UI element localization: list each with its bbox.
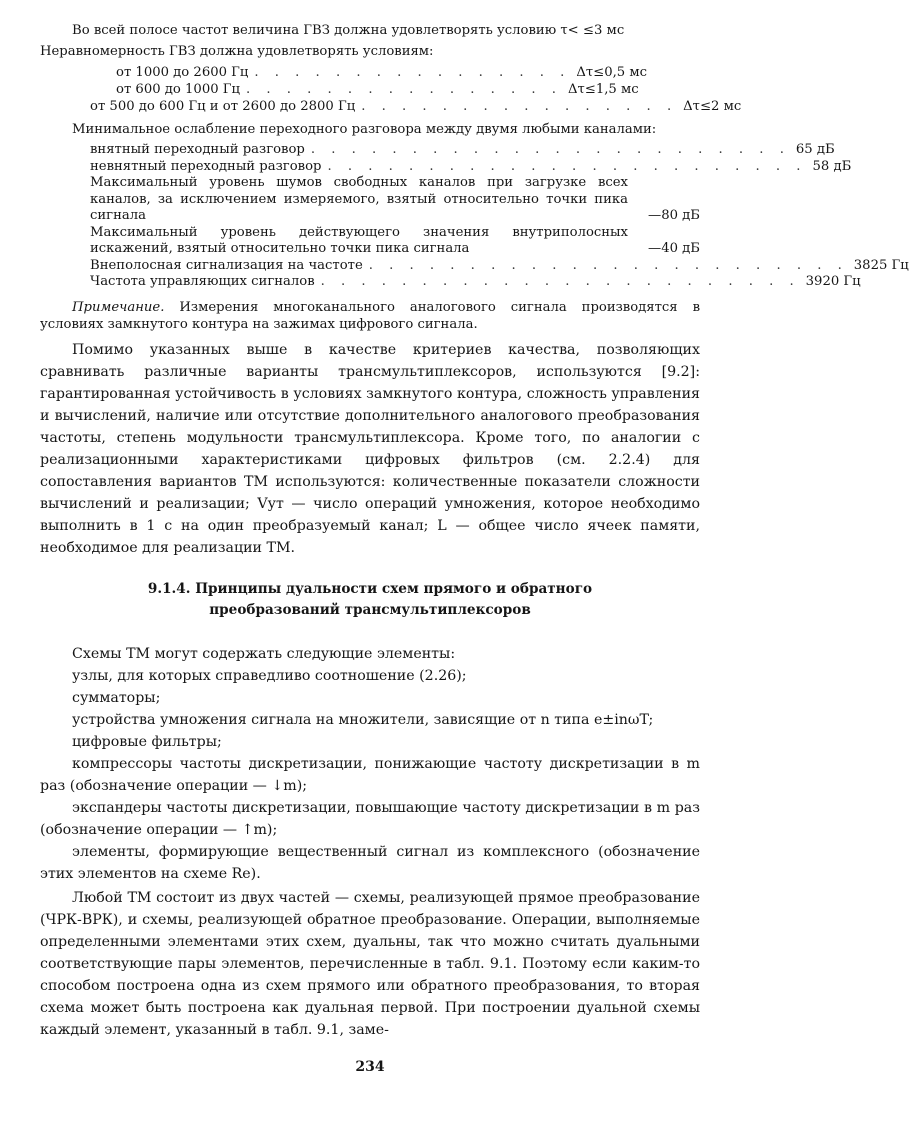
page <box>40 22 909 1075</box>
gvz-row: от 1000 до 2600 Гц . . . . . . . . . . . . . . . . Δτ≤0,5 мс <box>116 65 648 80</box>
list-item: узлы, для которых справедливо соотношение (2.26); <box>72 667 467 684</box>
gvz-row: от 600 до 1000 Гц . . . . . . . . . . . . . . . . Δτ≤1,5 мс <box>116 82 639 97</box>
gvz-row: от 500 до 600 Гц и от 2600 до 2800 Гц . . . . . . . . . . . . . . . . Δτ≤2 мс <box>90 99 742 114</box>
crosstalk-row: Внеполосная сигнализация на частоте . . . . . . . . . . . . . . . . . . . . . . . . 3825 Гц <box>90 257 909 273</box>
body-paragraph-criteria: Помимо указанных выше в качестве критериев качества, позволяющих сравнивать различные варианты трансмультиплексоров, используются [9.2]: гарантированная устойчивость в условиях замкнутого контура, сложность управления и вычислений, наличие или отсутствие дополнительного аналогового преобразования частоты, степень модульности трансмультиплексора. Кроме того, по аналогии с реализационными характеристиками цифровых фильтров (см. 2.2.4) для сопоставления вариантов ТМ используются: количественные показатели сложности вычислений и реализации; Vут — число операций умножения, которое необходимо выполнить в 1 с на один преобразуемый канал; L — общее число ячеек памяти, необходимое для реализации ТМ. <box>40 341 700 556</box>
crosstalk-row: Частота управляющих сигналов . . . . . . . . . . . . . . . . . . . . . . . . 3920 Гц <box>90 274 861 289</box>
intro-gvz-condition: Во всей полосе частот величина ГВЗ должна удовлетворять условию τ< ≤3 мс <box>72 23 625 38</box>
list-item: экспандеры частоты дискретизации, повышающие частоту дискретизации в m раз (обозначение операции — ↑m); <box>40 799 700 838</box>
leader-dots: . . . . . . . . . . . . . . . . <box>254 65 571 80</box>
list-item: цифровые фильтры; <box>72 733 222 750</box>
list-item: Схемы ТМ могут содержать следующие элементы: <box>72 645 456 662</box>
section-heading-line1: 9.1.4. Принципы дуальности схем прямого и обратного <box>147 580 593 597</box>
crosstalk-row: Максимальный уровень действующего значения внутриполосных искажений, взятый относительно точки пика сигнала —40 дБ <box>90 224 700 256</box>
note-text: Измерения многоканального аналогового сигнала производятся в условиях замкнутого контура на зажимах цифрового сигнала. <box>40 299 700 332</box>
section-heading <box>40 579 700 621</box>
crosstalk-list <box>90 142 909 291</box>
leader-dots: . . . . . . . . . . . . . . . . . . . . . . . . <box>320 274 800 289</box>
list-item: элементы, формирующие вещественный сигнал из комплексного (обозначение этих элементов на схеме Re). <box>40 843 700 882</box>
crosstalk-intro: Минимальное ослабление переходного разговора между двумя любыми каналами: <box>72 122 657 137</box>
section-heading-line2: преобразований трансмультиплексоров <box>209 601 531 618</box>
intro-gvz-nonuniformity: Неравномерность ГВЗ должна удовлетворять условиям: <box>40 44 434 59</box>
body-paragraph-duality: Любой ТМ состоит из двух частей — схемы, реализующей прямое преобразование (ЧРК-ВРК), и схемы, реализующей обратное преобразование. Операции, выполняемые определенными элементами этих схем, дуальны, так что можно считать дуальными соответствующие пары элементов, перечисленные в табл. 9.1. Поэтому если каким-то способом построена одна из схем прямого или обратного преобразования, то вторая схема может быть построена как дуальная первой. При построении дуальной схемы каждый элемент, указанный в табл. 9.1, заме- <box>40 889 700 1038</box>
page-number: 234 <box>355 1058 385 1075</box>
crosstalk-row: Максимальный уровень шумов свободных каналов при загрузке всех каналов, за исключением измеряемого, взятый относительно точки пика сигнала —80 дБ <box>90 175 700 223</box>
note <box>40 299 700 333</box>
leader-dots: . . . . . . . . . . . . . . . . . . . . . . . . <box>368 257 848 273</box>
gvz-conditions-list <box>40 64 742 115</box>
list-item: компрессоры частоты дискретизации, понижающие частоту дискретизации в m раз (обозначение операции — ↓m); <box>40 755 700 794</box>
leader-dots: . . . . . . . . . . . . . . . . . . . . . . . . <box>310 142 790 157</box>
elements-list <box>40 643 700 885</box>
list-item: сумматоры; <box>72 689 161 706</box>
crosstalk-row: внятный переходный разговор . . . . . . . . . . . . . . . . . . . . . . . . 65 дБ <box>90 142 835 157</box>
leader-dots: . . . . . . . . . . . . . . . . <box>246 82 562 97</box>
list-item: устройства умножения сигнала на множители, зависящие от n типа e±inωT; <box>72 711 654 728</box>
leader-dots: . . . . . . . . . . . . . . . . . . . . . . . . <box>327 158 807 174</box>
crosstalk-row: невнятный переходный разговор . . . . . . . . . . . . . . . . . . . . . . . . 58 дБ <box>90 158 852 174</box>
note-label: Примечание. <box>72 299 165 315</box>
leader-dots: . . . . . . . . . . . . . . . . <box>361 99 678 114</box>
